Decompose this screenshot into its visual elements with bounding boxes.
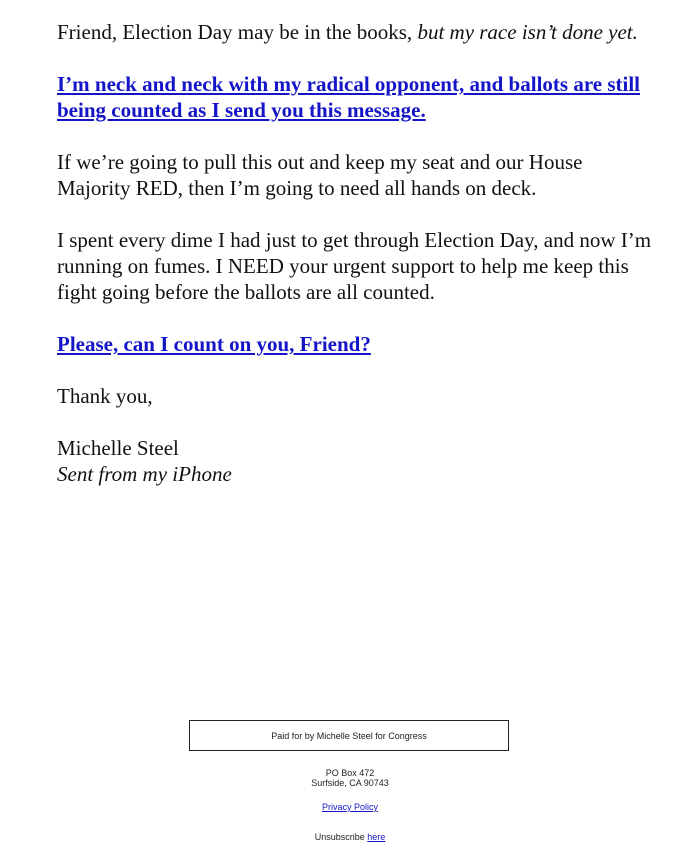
mailing-address xyxy=(0,768,700,788)
cta-paragraph-2 xyxy=(57,331,657,357)
address-line-1: PO Box 472 xyxy=(325,768,375,778)
unsubscribe-link[interactable]: here xyxy=(367,832,386,842)
signature-block xyxy=(57,435,657,487)
unsubscribe-section xyxy=(0,832,700,842)
cta-paragraph-1 xyxy=(57,71,657,123)
intro-italic: but my race isn’t done yet. xyxy=(417,20,638,44)
email-body xyxy=(57,19,657,513)
signature-note: Sent from my iPhone xyxy=(57,462,232,486)
address-line-2: Surfside, CA 90743 xyxy=(311,778,389,788)
neck-and-neck-link[interactable]: I’m neck and neck with my radical opponent, and ballots are still being counted as I send you this message. xyxy=(57,72,641,122)
privacy-section xyxy=(0,802,700,812)
intro-text: Friend, Election Day may be in the books, xyxy=(57,20,418,44)
intro-paragraph xyxy=(57,19,657,45)
paid-for-disclaimer: Paid for by Michelle Steel for Congress xyxy=(189,720,509,751)
signature-name: Michelle Steel xyxy=(57,436,179,460)
closing-line: Thank you, xyxy=(57,384,153,408)
all-hands-paragraph: If we’re going to pull this out and keep my seat and our House Majority RED, then I’m going to need all hands on deck. xyxy=(57,150,583,200)
running-on-fumes-paragraph: I spent every dime I had just to get through Election Day, and now I’m running on fumes. I NEED your urgent support to help me keep this fight going before the ballots are all counted. xyxy=(57,228,652,304)
count-on-you-link[interactable]: Please, can I count on you, Friend? xyxy=(57,332,371,356)
privacy-policy-link[interactable]: Privacy Policy xyxy=(321,802,378,812)
unsubscribe-text: Unsubscribe xyxy=(314,832,368,842)
